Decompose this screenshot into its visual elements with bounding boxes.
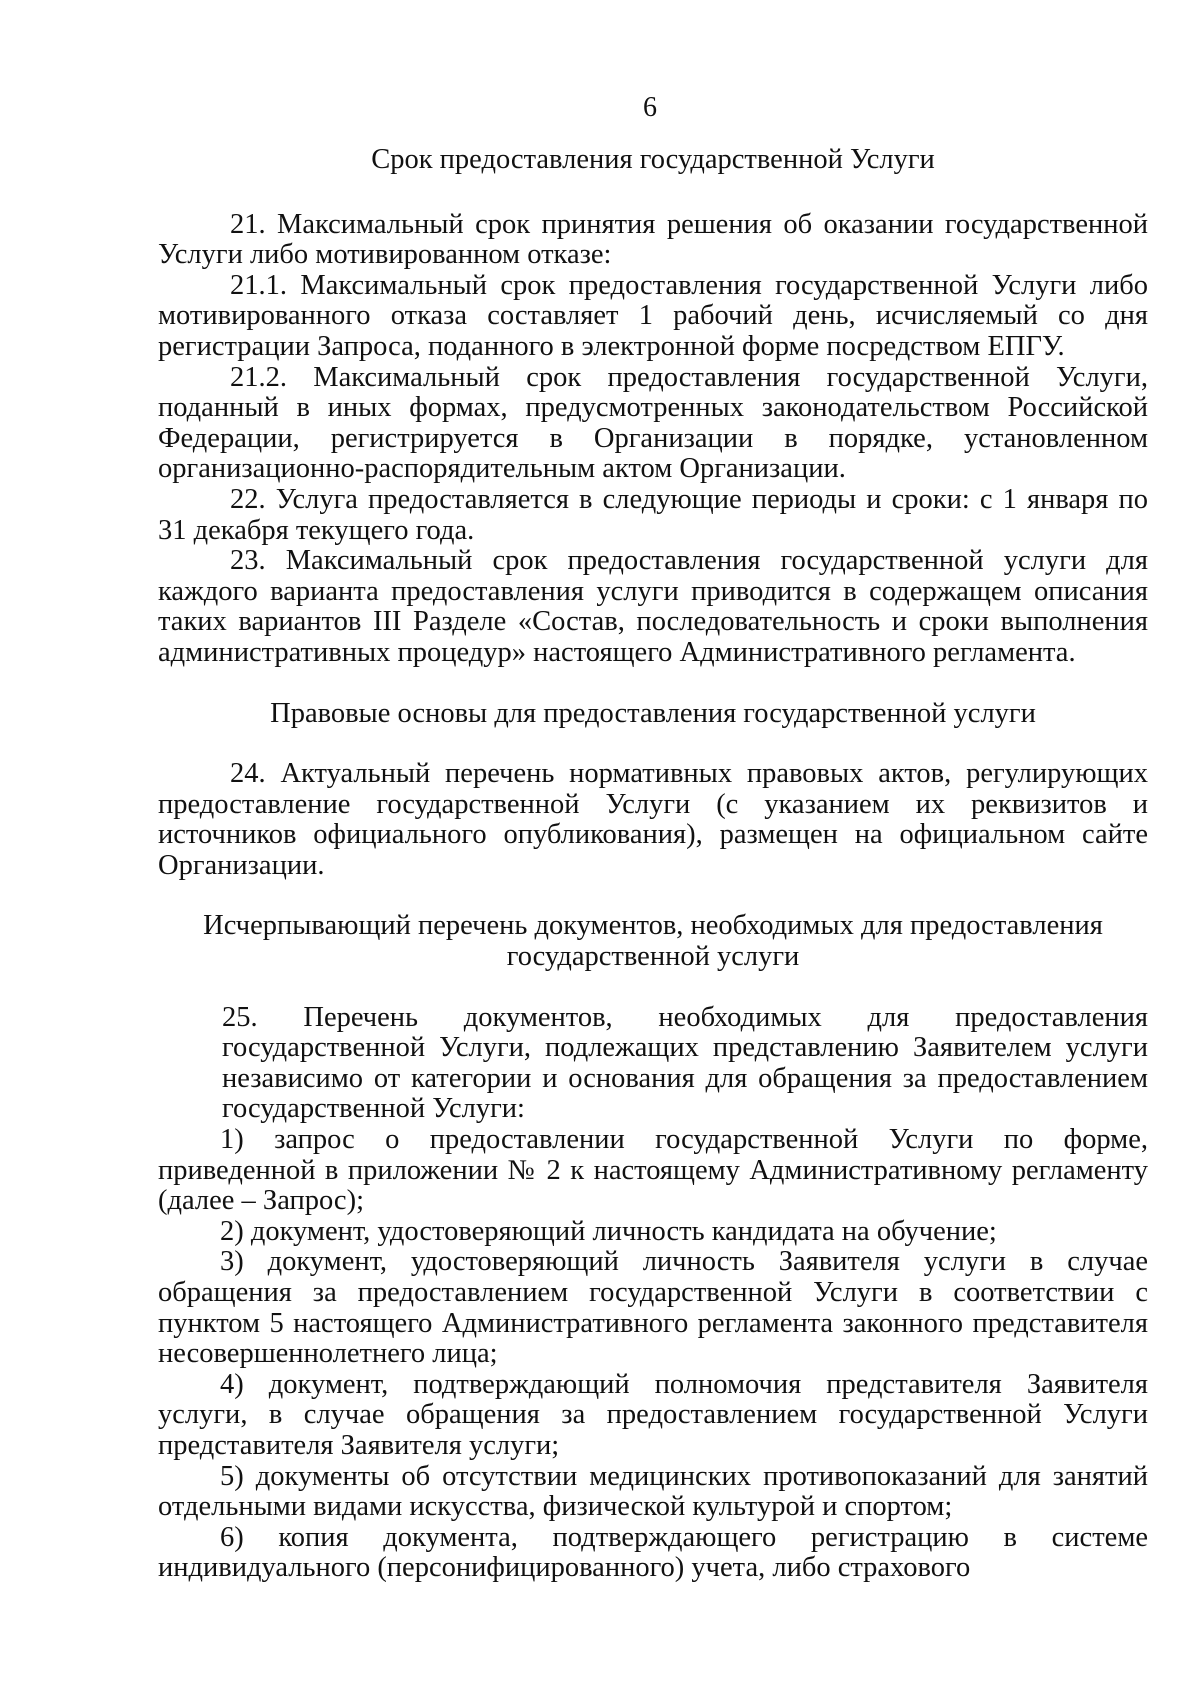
list-item-2: 2) документ, удостоверяющий личность кандидата на обучение; xyxy=(220,1215,997,1247)
paragraph-25: 25. Перечень документов, необходимых для предоставления государственной Услуги, подлежащих представлению Заявителем услуги независимо от категории и основания для обращения за предоставлением государственной Услуги: xyxy=(222,1001,1148,1125)
paragraph-21: 21. Максимальный срок принятия решения об оказании государственной Услуги либо мотивированном отказе: xyxy=(158,208,1148,271)
list-item-6: 6) копия документа, подтверждающего регистрацию в системе индивидуального (персонифицированного) учета, либо страхового xyxy=(158,1521,1148,1584)
paragraph-23: 23. Максимальный срок предоставления государственной услуги для каждого варианта предоставления услуги приводится в содержащем описания таких вариантов III Разделе «Состав, последовательность и сроки выполнения административных процедур» настоящего Административного регламента. xyxy=(158,545,1148,668)
list-item-4: 4) документ, подтверждающий полномочия представителя Заявителя услуги, в случае обращения за предоставлением государственной Услуги представителя Заявителя услуги; xyxy=(158,1368,1148,1461)
list-item-3: 3) документ, удостоверяющий личность Заявителя услуги в случае обращения за предоставлением государственной Услуги в соответствии с пунктом 5 настоящего Административного регламента законного представителя несовершеннолетнего лица; xyxy=(158,1246,1148,1370)
page-number: 6 xyxy=(643,92,657,123)
section-heading-legal-basis: Правовые основы для предоставления государственной услуги xyxy=(270,697,1036,729)
paragraph-24: 24. Актуальный перечень нормативных правовых актов, регулирующих предоставление государственной Услуги (с указанием их реквизитов и источников официального опубликования), размещен на официальном сайте Организации. xyxy=(158,758,1148,881)
document-body xyxy=(158,145,1148,1584)
section-heading-documents-list: Исчерпывающий перечень документов, необходимых для предоставления государственной услуги xyxy=(203,910,1103,973)
section-heading-term: Срок предоставления государственной Услуги xyxy=(371,144,935,175)
paragraph-21-2: 21.2. Максимальный срок предоставления государственной Услуги, поданный в иных формах, предусмотренных законодательством Российской Федерации, регистрируется в Организации в порядке, установленном организационно-распорядительным актом Организации. xyxy=(158,361,1148,485)
paragraph-21-1: 21.1. Максимальный срок предоставления государственной Услуги либо мотивированного отказа составляет 1 рабочий день, исчисляемый со дня регистрации Запроса, поданного в электронной форме посредством ЕПГУ. xyxy=(158,269,1148,362)
paragraph-22: 22. Услуга предоставляется в следующие периоды и сроки: с 1 января по 31 декабря текущего года. xyxy=(158,483,1148,546)
list-item-1: 1) запрос о предоставлении государственной Услуги по форме, приведенной в приложении № 2 к настоящему Административному регламенту (далее – Запрос); xyxy=(158,1124,1148,1217)
list-item-5: 5) документы об отсутствии медицинских противопоказаний для занятий отдельными видами искусства, физической культурой и спортом; xyxy=(158,1460,1148,1523)
